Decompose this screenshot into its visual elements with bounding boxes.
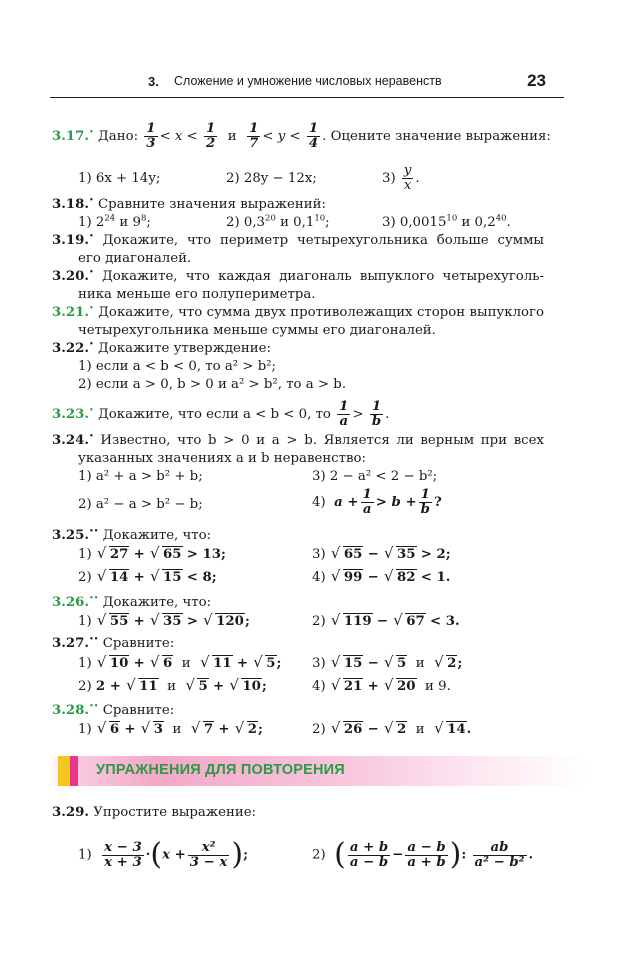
- yellow-accent-bar: [58, 756, 70, 786]
- problem-3-24-cont: указанных значениях a и b неравенство:: [78, 451, 366, 466]
- review-section-title: УПРАЖНЕНИЯ ДЛЯ ПОВТОРЕНИЯ: [96, 762, 345, 778]
- fraction: $\frac{1}{b}$: [371, 399, 382, 429]
- problem-3-21-cont: четырехугольника меньше суммы его диагоналей.: [78, 323, 436, 338]
- section-title: Сложение и умножение числовых неравенств: [174, 74, 442, 88]
- running-header: [0, 71, 638, 94]
- problem-3-17: 3.17.• Дано: $\frac{1}{3}$ < x < $\frac{1}{2}$ и $\frac{1}{7}$ < y < $\frac{1}{4}$ . Оцените значение выражения:: [52, 121, 551, 151]
- problem-3-24: 3.24.• Известно, что b > 0 и a > b. Является ли верным при всех: [52, 431, 544, 448]
- problem-3-29-row: 1) $\frac{x - 3}{x + 3}$ ·(x + $\frac{\text{x²}}{3 - x}$ ); 2) ( $\frac{a + b}{a - b}$ − $\frac{a - b}{a + b}$ ): $\frac{ab}{\text{a² − b²}}$ .: [78, 837, 534, 872]
- problem-3-26: 3.26.•• Докажите, что:: [52, 593, 212, 610]
- problem-3-20-cont: ника меньше его полупериметра.: [78, 287, 316, 302]
- problem-3-23: 3.23.• Докажите, что если a < b < 0, то $\frac{1}{a}$ > $\frac{1}{b}$ .: [52, 399, 390, 429]
- problem-3-29: 3.29. Упростите выражение:: [52, 805, 257, 820]
- page-number: 23: [527, 71, 546, 90]
- review-section-band: [48, 756, 588, 786]
- problem-3-25: 3.25.•• Докажите, что:: [52, 526, 212, 543]
- problem-3-21: 3.21.• Докажите, что сумма двух противолежащих сторон выпуклого: [52, 303, 544, 320]
- problem-3-19-cont: его диагоналей.: [78, 251, 192, 266]
- problem-3-22: 3.22.• Докажите утверждение:: [52, 339, 271, 356]
- header-rule: [50, 97, 564, 98]
- problem-3-20: 3.20.• Докажите, что каждая диагональ выпуклого четырехуголь-: [52, 267, 544, 284]
- fraction: $\frac{1}{a}$: [339, 399, 349, 429]
- fraction: $\frac{1}{7}$: [249, 121, 259, 151]
- problem-3-22-item-1: 1) если a < b < 0, то a² > b²;: [78, 359, 277, 374]
- problem-3-22-item-2: 2) если a > 0, b > 0 и a² > b², то a > b.: [78, 377, 347, 392]
- fraction: $\frac{1}{4}$: [308, 121, 319, 151]
- fraction: $\frac{1}{2}$: [206, 121, 216, 151]
- problem-3-28: 3.28.•• Сравните:: [52, 701, 175, 718]
- fraction: $\frac{1}{3}$: [146, 121, 156, 151]
- fraction: $\frac{y}{x}$: [403, 163, 412, 193]
- section-number: 3.: [148, 74, 159, 89]
- problem-3-27: 3.27.•• Сравните:: [52, 634, 175, 651]
- pink-accent-bar: [70, 756, 78, 786]
- problem-3-18: 3.18.• Сравните значения выражений:: [52, 195, 326, 212]
- problem-3-19: 3.19.• Докажите, что периметр четырехугольника больше суммы: [52, 231, 544, 248]
